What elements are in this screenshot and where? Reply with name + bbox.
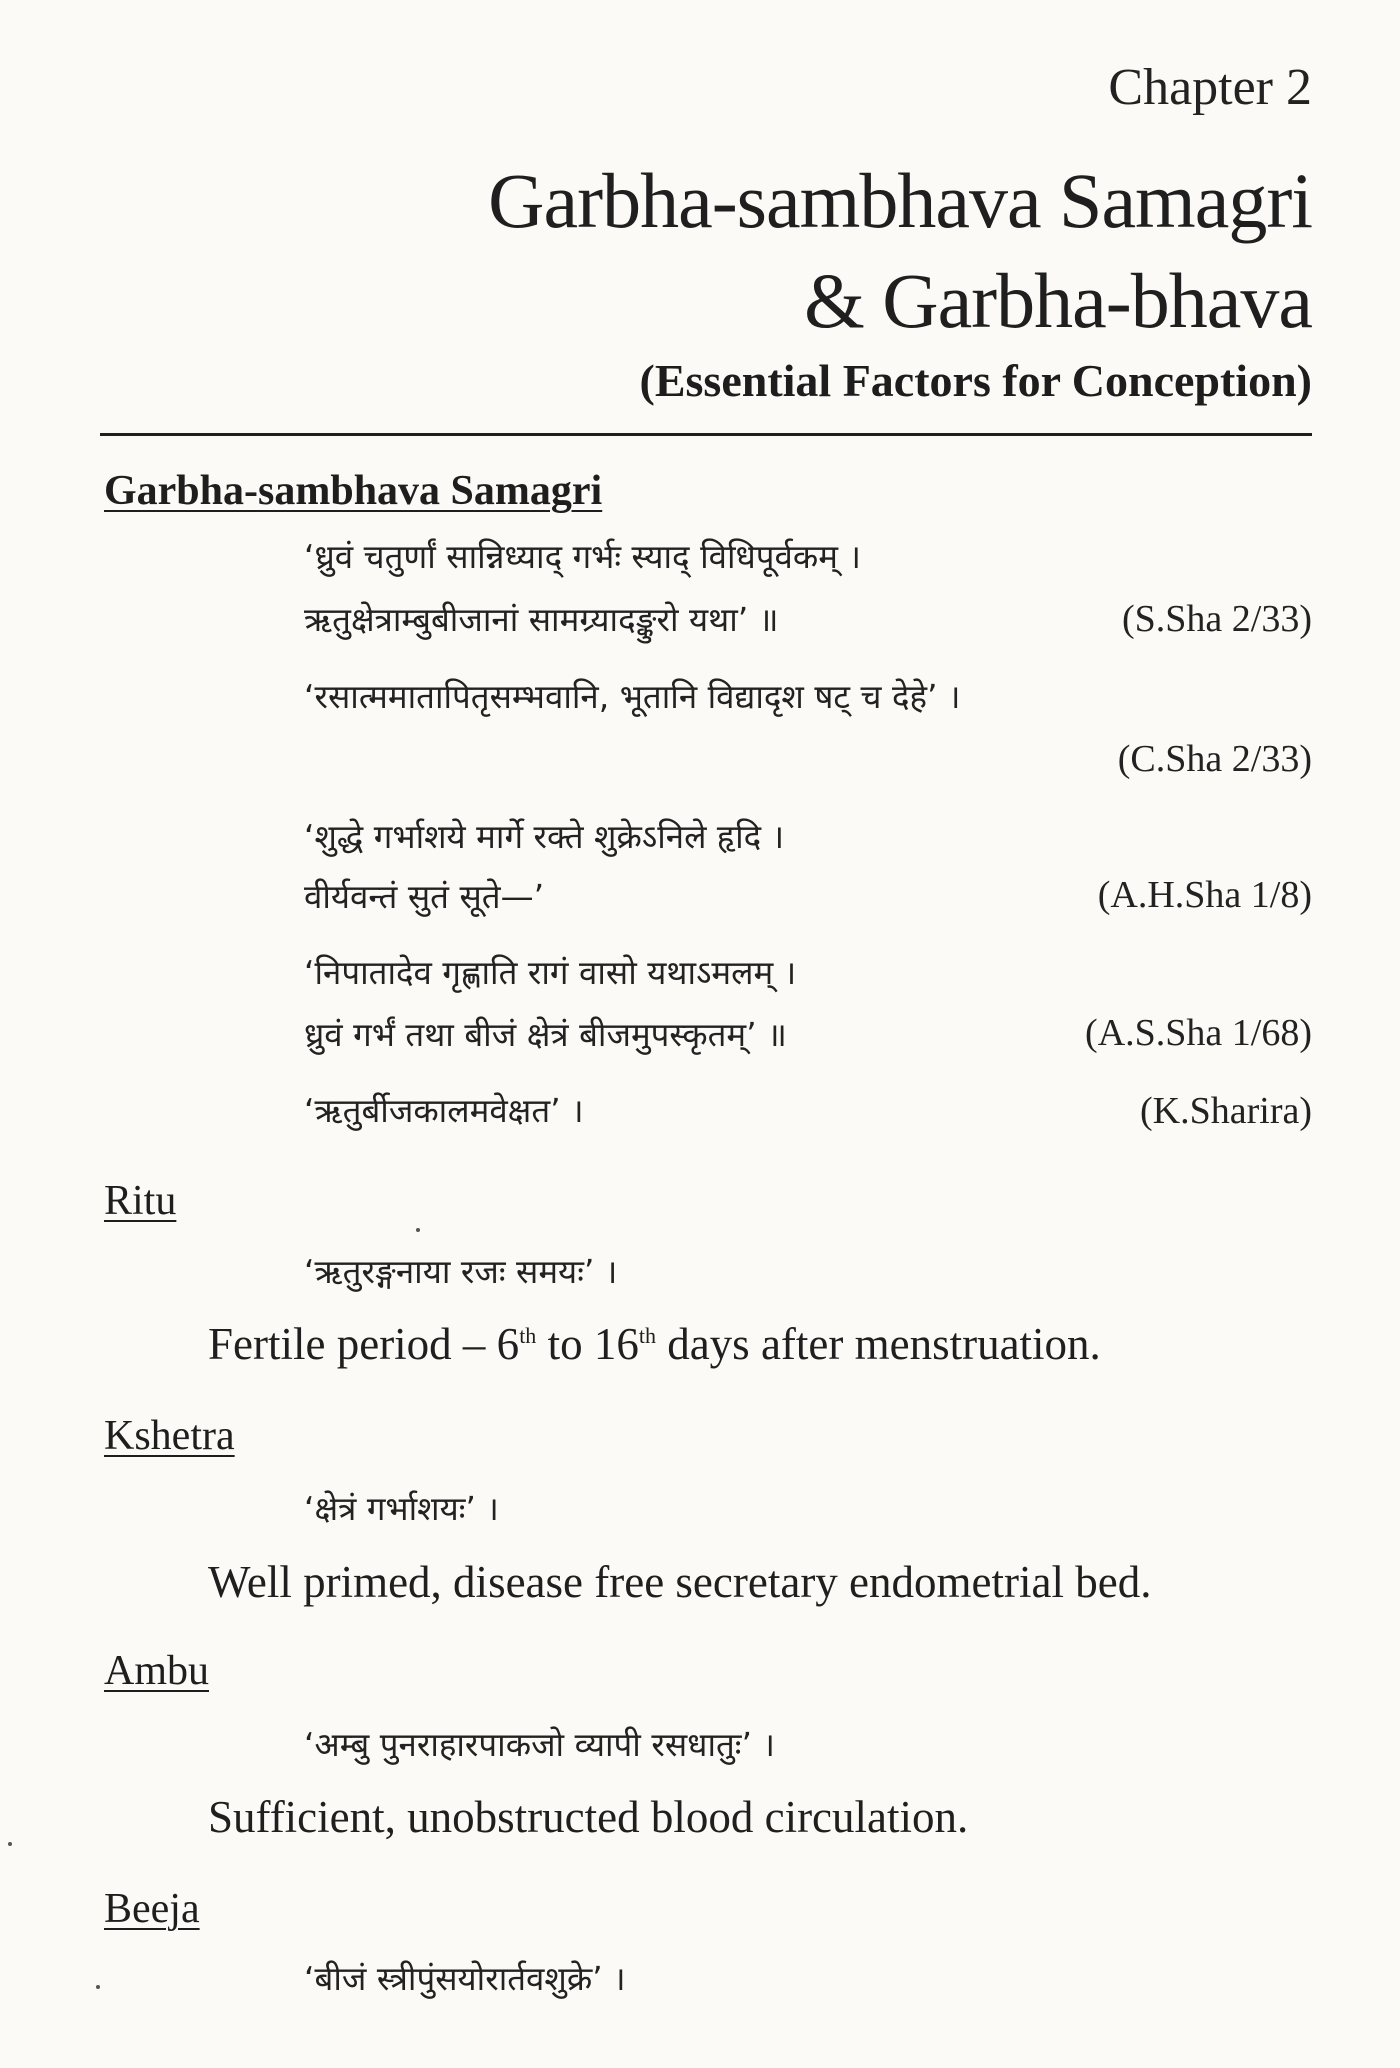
body-text-segment: to 16 <box>536 1319 639 1369</box>
chapter-label: Chapter 2 <box>1108 59 1312 116</box>
verse-line: ध्रुवं गर्भं तथा बीजं क्षेत्रं बीजमुपस्कृतम्’ ॥ <box>304 1015 787 1054</box>
chapter-subtitle: (Essential Factors for Conception) <box>639 355 1312 406</box>
verse-line: ‘अम्बु पुनराहारपाकजो व्यापी रसधातुः’ । <box>304 1725 775 1764</box>
verse-reference: (C.Sha 2/33) <box>1117 738 1312 780</box>
verse-reference: (A.H.Sha 1/8) <box>1097 874 1312 916</box>
chapter-title-line-1: Garbha-sambhava Samagri <box>488 157 1312 244</box>
ordinal-suffix: th <box>519 1323 537 1348</box>
section-heading-ritu: Ritu <box>104 1178 177 1224</box>
header-divider <box>100 433 1312 436</box>
body-text-segment: days after menstruation. <box>655 1319 1101 1369</box>
verse-line: ‘ऋतुरङ्गनाया रजः समयः’ । <box>304 1252 618 1291</box>
scan-speck <box>96 1985 100 1989</box>
ordinal-suffix: th <box>638 1323 656 1348</box>
verse-line: ‘रसात्ममातापितृसम्भवानि, भूतानि विद्यादृश षट् च देहे’ । <box>304 677 961 716</box>
section-heading-ambu: Ambu <box>104 1648 209 1694</box>
verse-line: ‘निपातादेव गृह्णाति रागं वासो यथाऽमलम् । <box>304 953 797 992</box>
chapter-title-line-2: & Garbha-bhava <box>804 257 1312 344</box>
body-paragraph: Well primed, disease free secretary endometrial bed. <box>208 1557 1152 1607</box>
verse-reference: (K.Sharira) <box>1140 1090 1312 1132</box>
verse-line: वीर्यवन्तं सुतं सूते—’ <box>304 877 545 916</box>
section-heading-samagri: Garbha-sambhava Samagri <box>104 468 603 514</box>
scan-speck <box>416 1228 420 1232</box>
section-heading-kshetra: Kshetra <box>104 1413 235 1459</box>
body-paragraph <box>208 1319 1101 1369</box>
verse-line: ‘क्षेत्रं गर्भाशयः’ । <box>304 1489 499 1528</box>
section-heading-beeja: Beeja <box>104 1886 200 1932</box>
body-text-segment: Fertile period – 6 <box>208 1319 520 1369</box>
verse-reference: (S.Sha 2/33) <box>1122 598 1312 640</box>
verse-line: ‘शुद्धे गर्भाशये मार्गे रक्ते शुक्रेऽनिले हृदि । <box>304 817 785 856</box>
verse-line: ऋतुक्षेत्राम्बुबीजानां सामग्र्यादङ्कुरो यथा’ ॥ <box>304 600 779 639</box>
verse-line: ‘बीजं स्त्रीपुंसयोरार्तवशुक्रे’ । <box>304 1959 626 1998</box>
verse-reference: (A.S.Sha 1/68) <box>1085 1012 1312 1054</box>
body-paragraph: Sufficient, unobstructed blood circulation. <box>208 1792 969 1842</box>
verse-line: ‘ध्रुवं चतुर्णां सान्निध्याद् गर्भः स्याद् विधिपूर्वकम् । <box>304 537 861 576</box>
verse-line: ‘ऋतुर्बीजकालमवेक्षत’ । <box>304 1091 584 1130</box>
scan-speck <box>8 1842 12 1846</box>
